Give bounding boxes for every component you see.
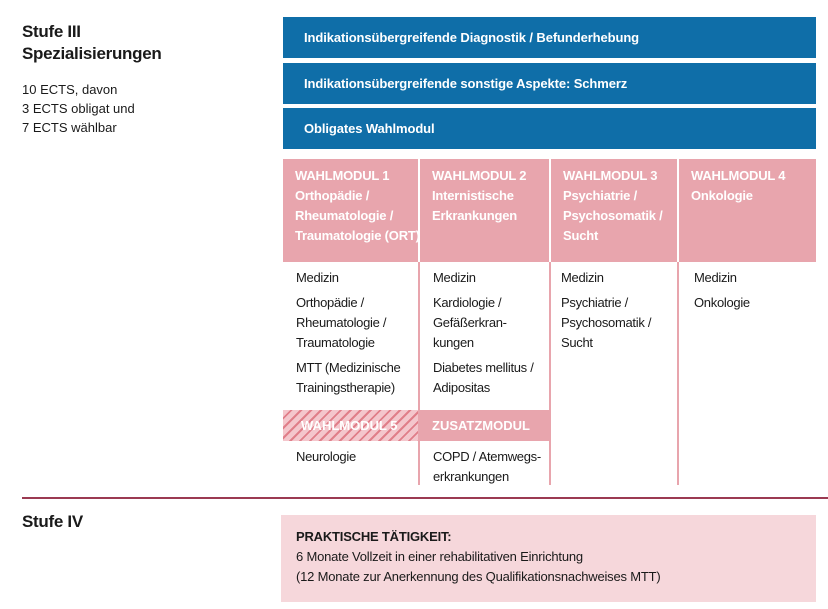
list-item — [694, 268, 750, 288]
item-text: Diabetes mellitus / — [433, 360, 534, 375]
item-text: Rheumatologie / — [296, 315, 387, 330]
item-text: Sucht — [561, 335, 593, 350]
zusatzmodul-header: ZUSATZMODUL — [420, 410, 549, 441]
wahlmodul-5-header: WAHLMODUL 5 — [283, 410, 418, 441]
item-text: Onkologie — [694, 295, 750, 310]
practice-line2: (12 Monate zur Anerkennung des Qualifikationsnachweises MTT) — [296, 569, 661, 584]
practice-title: PRAKTISCHE TÄTIGKEIT: — [296, 529, 452, 544]
module-3-header — [551, 159, 677, 262]
module-2-head-line: Erkrankungen — [432, 208, 518, 223]
module-3-head-line: WAHLMODUL 3 — [563, 168, 658, 183]
stage3-description — [22, 80, 135, 137]
list-item — [433, 293, 534, 353]
module-4-header — [679, 159, 816, 262]
item-text: Medizin — [561, 270, 604, 285]
module-2-header — [420, 159, 549, 262]
column-divider — [549, 262, 551, 485]
item-text: Orthopädie / — [296, 295, 364, 310]
list-item — [694, 293, 750, 313]
stage3-desc-line2: 3 ECTS obligat und — [22, 101, 135, 116]
list-item — [433, 268, 534, 288]
stage3-title-line1: Stufe III — [22, 22, 81, 41]
module-4-head-line: WAHLMODUL 4 — [691, 168, 786, 183]
module-3-head-line: Psychosomatik / — [563, 208, 663, 223]
module-4-items — [694, 268, 750, 318]
list-item — [561, 268, 651, 288]
module-3-items — [561, 268, 651, 358]
stage3-title — [22, 21, 242, 65]
module-1-head-line: Orthopädie / — [295, 188, 370, 203]
module-2-items — [433, 268, 534, 403]
section-divider — [22, 497, 828, 499]
module-2-head-line: Internistische — [432, 188, 514, 203]
item-text: Psychiatrie / — [561, 295, 628, 310]
item-text: MTT (Medizinische — [296, 360, 401, 375]
stage3-desc-line3: 7 ECTS wählbar — [22, 120, 117, 135]
item-text: Trainingstherapie) — [296, 380, 395, 395]
module-3-head-line: Sucht — [563, 228, 599, 243]
list-item — [561, 293, 651, 353]
stage3-title-line2: Spezialisierungen — [22, 44, 162, 63]
module-1-head-line: Traumatologie (ORT) — [295, 228, 420, 243]
item-text: Gefäßerkran- — [433, 315, 507, 330]
zusatzmodul-item — [433, 447, 541, 487]
stage3-desc-line1: 10 ECTS, davon — [22, 82, 118, 97]
column-divider — [418, 262, 420, 485]
item-text: Kardiologie / — [433, 295, 502, 310]
item-text: Traumatologie — [296, 335, 375, 350]
column-divider — [677, 262, 679, 485]
practice-line1: 6 Monate Vollzeit in einer rehabilitativen Einrichtung — [296, 549, 583, 564]
item-text: Medizin — [694, 270, 737, 285]
bar-diagnostik: Indikationsübergreifende Diagnostik / Befunderhebung — [283, 17, 816, 58]
module-1-head-line: WAHLMODUL 1 — [295, 168, 390, 183]
module-1-header — [283, 159, 418, 262]
list-item — [296, 268, 400, 288]
module-1-head-line: Rheumatologie / — [295, 208, 394, 223]
list-item — [433, 358, 534, 398]
bar-obligates-wahlmodul: Obligates Wahlmodul — [283, 108, 816, 149]
stage4-title: Stufe IV — [22, 512, 83, 531]
module-3-head-line: Psychiatrie / — [563, 188, 637, 203]
item-text: Adipositas — [433, 380, 490, 395]
item-text: Medizin — [433, 270, 476, 285]
item-text: Psychosomatik / — [561, 315, 652, 330]
item-text: Medizin — [296, 270, 339, 285]
bar-schmerz: Indikationsübergreifende sonstige Aspekte: Schmerz — [283, 63, 816, 104]
module-1-items — [296, 268, 400, 403]
practice-box — [281, 515, 816, 602]
item-text: COPD / Atemwegs- — [433, 449, 541, 464]
list-item — [296, 358, 400, 398]
module-4-head-line: Onkologie — [691, 188, 753, 203]
wahlmodul-5-item: Neurologie — [296, 449, 356, 464]
item-text: erkrankungen — [433, 469, 509, 484]
module-2-head-line: WAHLMODUL 2 — [432, 168, 527, 183]
item-text: kungen — [433, 335, 474, 350]
list-item — [296, 293, 400, 353]
